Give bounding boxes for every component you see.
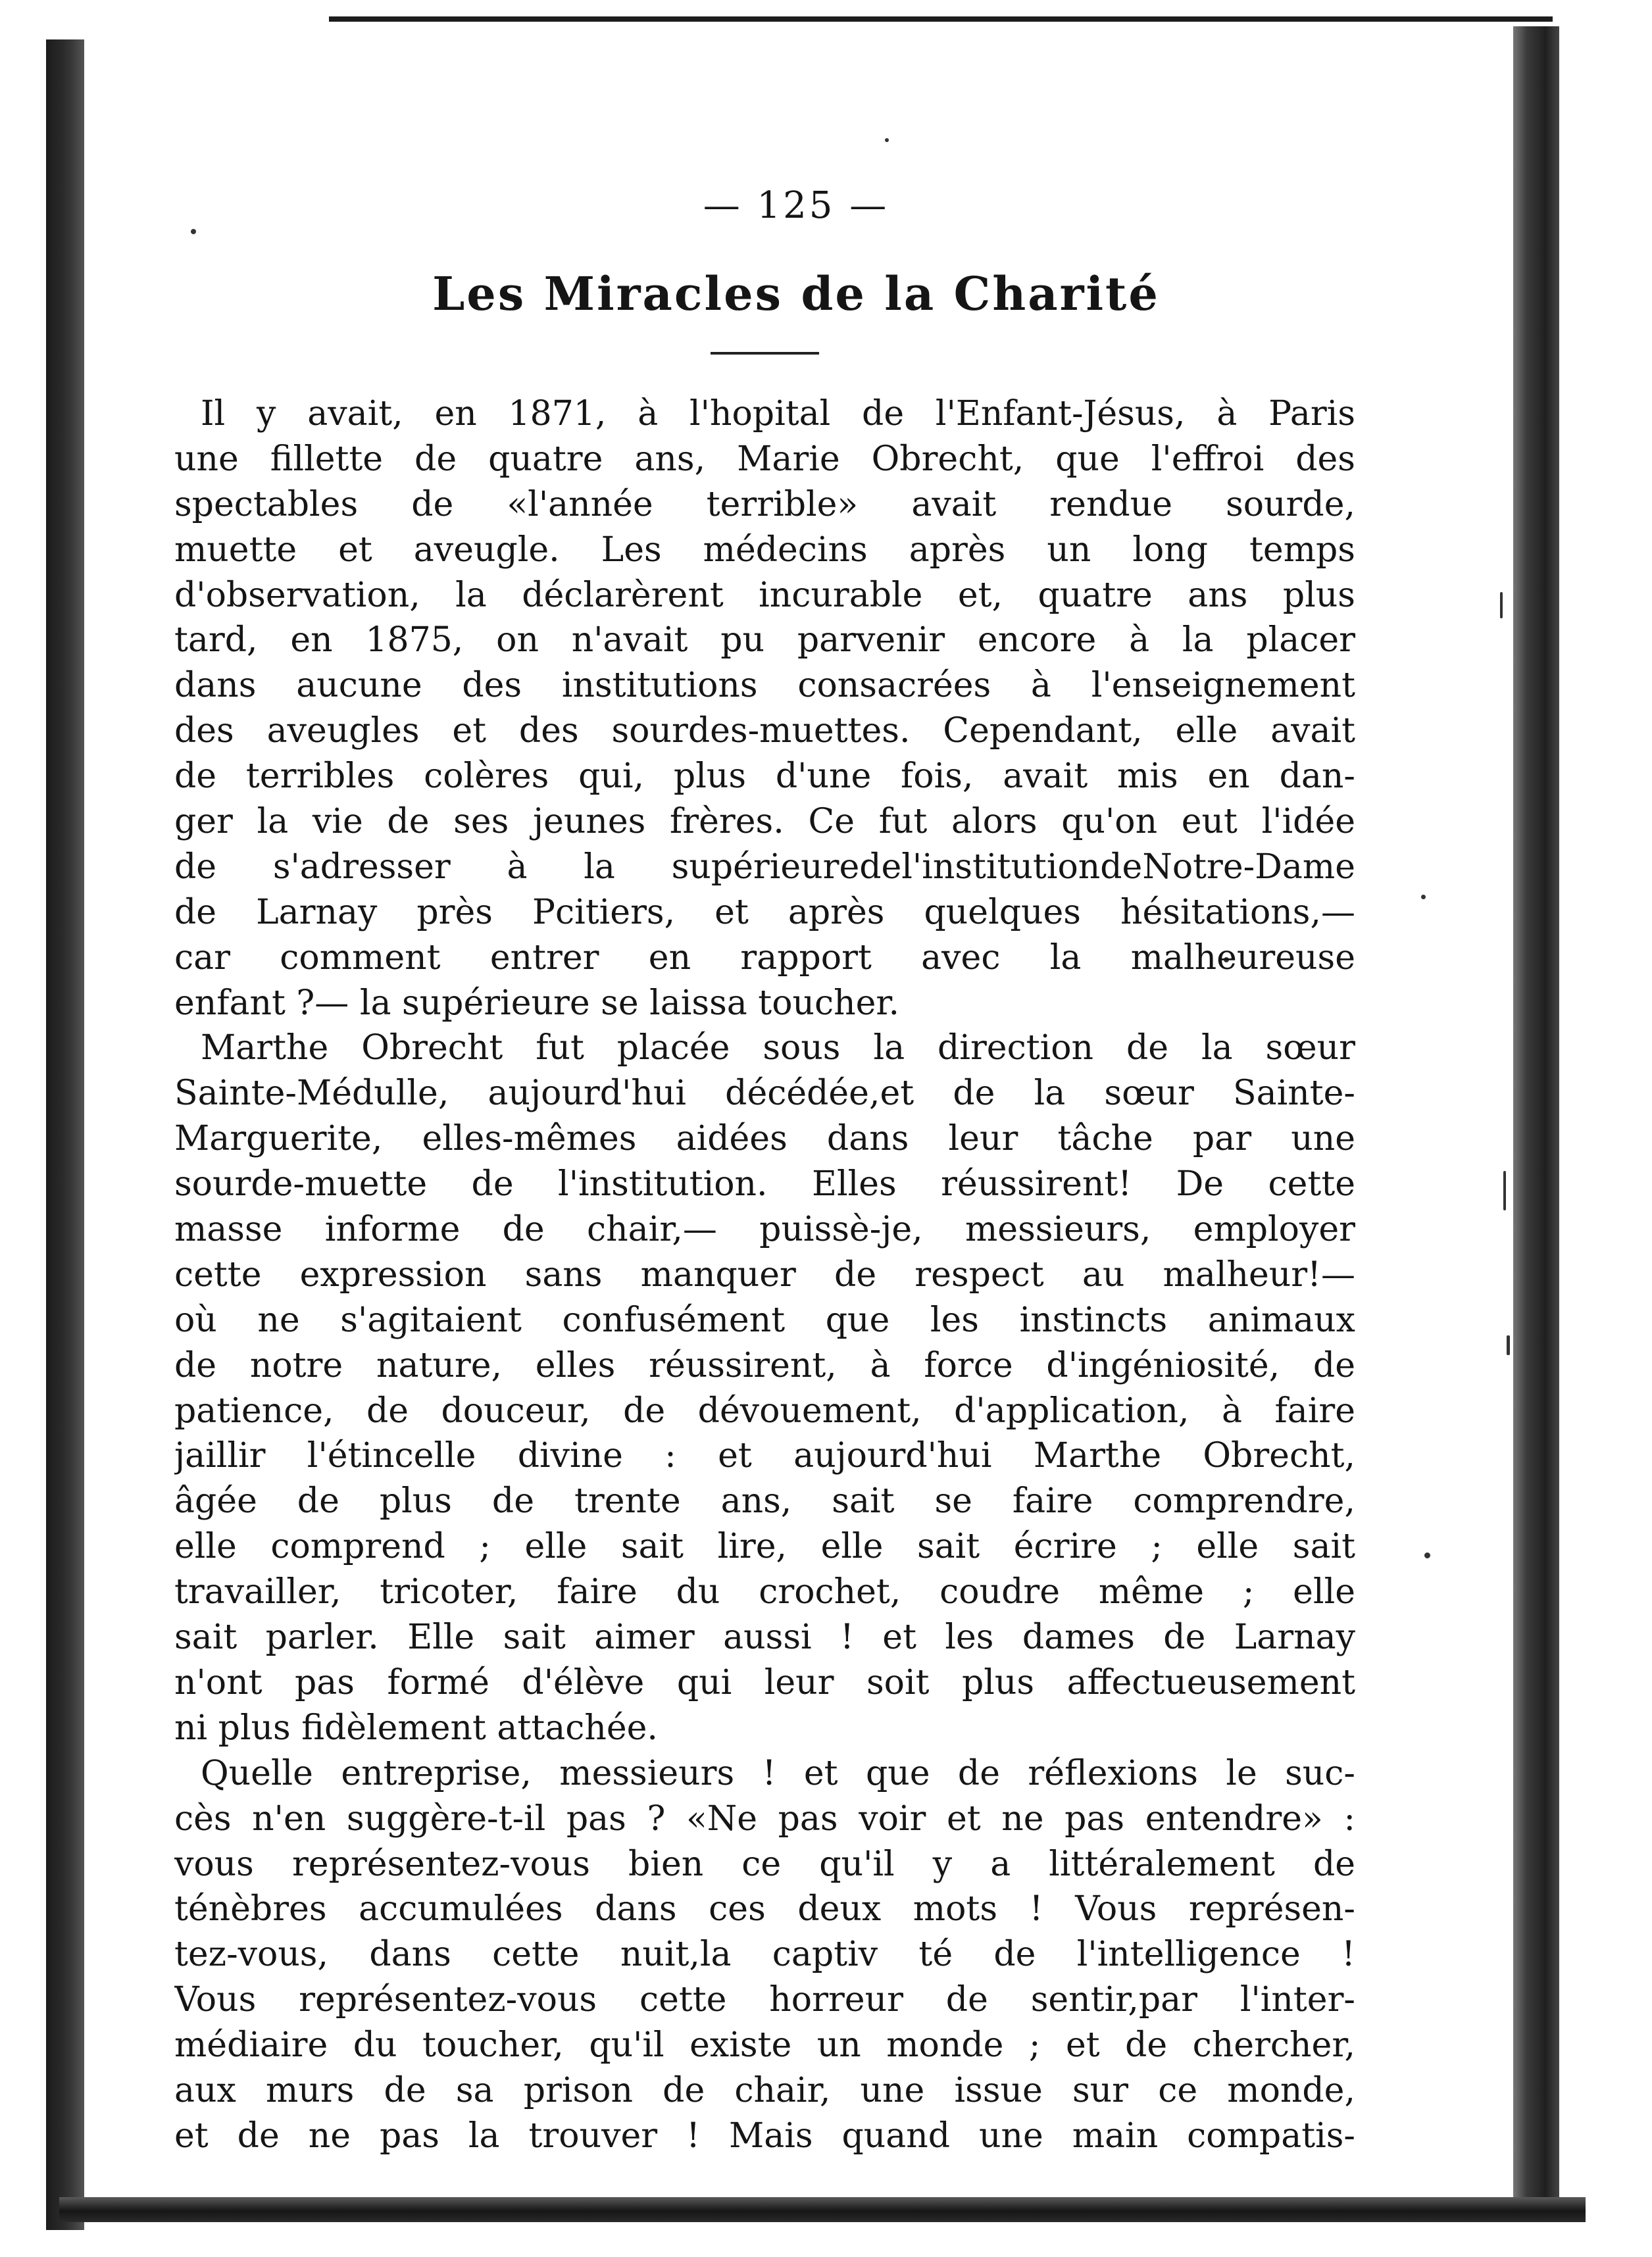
scan-speck bbox=[1500, 592, 1503, 618]
text-line: vous représentez-vous bien ce qu'il y a littéralement de bbox=[174, 1844, 1355, 1884]
text-line: spectables de «l'année terrible» avait rendue sourde, bbox=[174, 484, 1355, 524]
text-line: travailler, tricoter, faire du crochet, coudre même ; elle bbox=[174, 1572, 1355, 1612]
scan-left-border bbox=[46, 39, 84, 2230]
text-line: de terribles colères qui, plus d'une fois, avait mis en dan- bbox=[174, 756, 1355, 797]
text-line: Quelle entreprise, messieurs ! et que de réflexions le suc- bbox=[201, 1753, 1355, 1793]
text-line: masse informe de chair,— puissè-je, messieurs, employer bbox=[174, 1210, 1355, 1250]
text-line: patience, de douceur, de dévouement, d'application, à faire bbox=[174, 1391, 1355, 1431]
text-line: Il y avait, en 1871, à l'hopital de l'Enfant-Jésus, à Paris bbox=[201, 394, 1355, 434]
text-line: Vous représentez-vous cette horreur de sentir,par l'inter- bbox=[174, 1980, 1355, 2020]
text-line: ger la vie de ses jeunes frères. Ce fut alors qu'on eut l'idée bbox=[174, 802, 1355, 842]
chapter-title: Les Miracles de la Charité bbox=[432, 266, 1160, 321]
text-line: tez-vous, dans cette nuit,la captiv té de l'intelligence ! bbox=[174, 1935, 1355, 1975]
text-line: tard, en 1875, on n'avait pu parvenir encore à la placer bbox=[174, 620, 1355, 660]
body-text bbox=[174, 391, 1355, 2159]
scan-right-border bbox=[1513, 26, 1559, 2217]
text-line: Marthe Obrecht fut placée sous la direction de la sœur bbox=[201, 1028, 1355, 1068]
text-line: où ne s'agitaient confusément que les instincts animaux bbox=[174, 1300, 1355, 1340]
text-line: dans aucune des institutions consacrées à l'enseignement bbox=[174, 666, 1355, 706]
text-line: une fillette de quatre ans, Marie Obrecht, que l'effroi des bbox=[174, 439, 1355, 479]
text-line: de Larnay près Pcitiers, et après quelques hésitations,— bbox=[174, 892, 1355, 932]
text-line: médiaire du toucher, qu'il existe un monde ; et de chercher, bbox=[174, 2025, 1355, 2066]
text-line: enfant ?— la supérieure se laissa toucher. bbox=[174, 983, 900, 1023]
text-line: cette expression sans manquer de respect au malheur!— bbox=[174, 1254, 1355, 1295]
text-line: elle comprend ; elle sait lire, elle sait écrire ; elle sait bbox=[174, 1527, 1355, 1567]
text-line: aux murs de sa prison de chair, une issue sur ce monde, bbox=[174, 2070, 1355, 2110]
text-line: et de ne pas la trouver ! Mais quand une main compatis- bbox=[174, 2116, 1355, 2156]
scan-speck bbox=[1503, 1171, 1506, 1210]
text-line: Sainte-Médulle, aujourd'hui décédée,et de la sœur Sainte- bbox=[174, 1074, 1355, 1114]
text-line: muette et aveugle. Les médecins après un long temps bbox=[174, 530, 1355, 570]
text-line: car comment entrer en rapport avec la malheureuse bbox=[174, 937, 1355, 978]
text-line: ni plus fidèlement attachée. bbox=[174, 1708, 658, 1748]
text-line: de notre nature, elles réussirent, à force d'ingéniosité, de bbox=[174, 1345, 1355, 1385]
scan-speck bbox=[1507, 1335, 1510, 1355]
text-line: cès n'en suggère-t-il pas ? «Ne pas voir et ne pas entendre» : bbox=[174, 1798, 1355, 1839]
text-line: sait parler. Elle sait aimer aussi ! et les dames de Larnay bbox=[174, 1618, 1355, 1658]
text-line: des aveugles et des sourdes-muettes. Cependant, elle avait bbox=[174, 711, 1355, 751]
text-line: de s'adresser à la supérieuredel'institutiondeNotre-Dame bbox=[174, 847, 1355, 887]
title-divider bbox=[711, 352, 819, 355]
text-line: jaillir l'étincelle divine : et aujourd'hui Marthe Obrecht, bbox=[174, 1436, 1355, 1476]
book-page bbox=[145, 0, 1447, 2257]
text-line: n'ont pas formé d'élève qui leur soit plus affectueusement bbox=[174, 1662, 1355, 1702]
page-number: — 125 — bbox=[703, 184, 889, 227]
text-line: âgée de plus de trente ans, sait se faire comprendre, bbox=[174, 1481, 1355, 1522]
text-line: d'observation, la déclarèrent incurable et, quatre ans plus bbox=[174, 575, 1355, 615]
text-line: Marguerite, elles-mêmes aidées dans leur tâche par une bbox=[174, 1119, 1355, 1159]
text-line: sourde-muette de l'institution. Elles réussirent! De cette bbox=[174, 1164, 1355, 1204]
text-line: ténèbres accumulées dans ces deux mots ! Vous représen- bbox=[174, 1889, 1355, 1929]
